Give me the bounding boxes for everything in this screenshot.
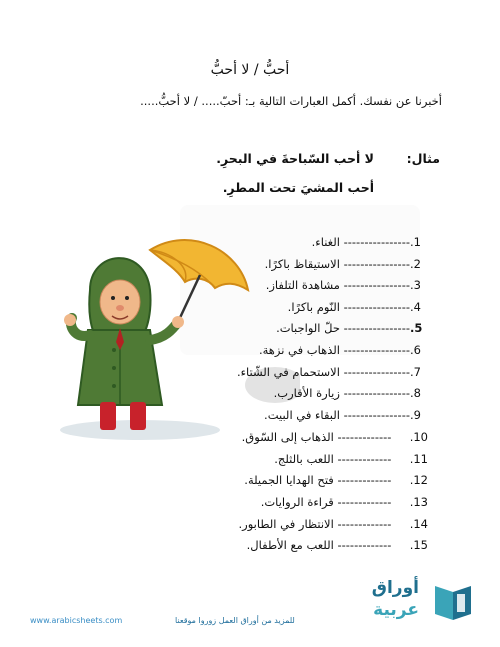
coat-button <box>112 366 116 370</box>
coat-button <box>112 384 116 388</box>
list-item: 7.---------------- الاستحمام في الشّتاء. <box>236 365 421 379</box>
umbrella-shaft <box>178 275 200 322</box>
book-icon <box>431 580 475 624</box>
page-title: أحبُّ / لا أحبُّ <box>210 62 290 78</box>
footer-tagline: للمزيد من أوراق العمل زوروا موقعنا <box>175 616 295 625</box>
list-item: 2.---------------- الاستيقاظ باكرًا. <box>264 257 421 271</box>
list-item: 8.---------------- زيارة الأقارب. <box>273 386 421 400</box>
list-item: 11. ------------- اللعب بالثلج. <box>274 452 428 466</box>
website-link[interactable]: www.arabicsheets.com <box>30 616 123 625</box>
umbrella-canopy <box>150 240 248 290</box>
nose-shape <box>116 305 124 311</box>
example-sentence-2: أحب المشيَ تحت المطرِ. <box>222 180 374 195</box>
left-hand <box>64 314 76 326</box>
left-eye <box>111 296 115 300</box>
list-item: 3.---------------- مشاهدة التلفاز. <box>265 278 421 292</box>
child-face <box>100 280 140 324</box>
list-item: 6.---------------- الذهاب في نزهة. <box>258 343 421 357</box>
brand-logo <box>371 578 475 628</box>
right-hand <box>172 316 184 328</box>
example-sentence-1: لا أحب السّباحةَ في البحرِ. <box>216 151 374 166</box>
logo-text-line2: عربية <box>373 600 419 620</box>
right-boot <box>130 402 146 430</box>
list-item: 12. ------------- فتح الهدايا الجميلة. <box>244 473 428 487</box>
list-item: 15. ------------- اللعب مع الأطفال. <box>246 538 428 552</box>
list-item: 9.---------------- البقاء في البيت. <box>264 408 421 422</box>
logo-text-line1: أوراق <box>371 578 419 598</box>
right-eye <box>125 296 129 300</box>
list-item: 5.---------------- حلّ الواجبات. <box>276 321 423 335</box>
rain-child-illustration <box>50 230 300 445</box>
instruction-text: أخبرنا عن نفسك. أكمل العبارات التالية بـ: أحبّ..... / لا أحبُّ..... <box>140 94 442 108</box>
list-item: 10. ------------- الذهاب إلى السّوق. <box>241 430 428 444</box>
list-item: 14. ------------- الانتظار في الطابور. <box>238 517 428 531</box>
list-item: 13. ------------- قراءة الروايات. <box>260 495 428 509</box>
left-boot <box>100 402 116 430</box>
list-item: 1.---------------- الغناء. <box>311 235 421 249</box>
coat-button <box>112 348 116 352</box>
example-label: مثال: <box>406 151 440 166</box>
list-item: 4.---------------- النّوم باكرًا. <box>287 300 421 314</box>
